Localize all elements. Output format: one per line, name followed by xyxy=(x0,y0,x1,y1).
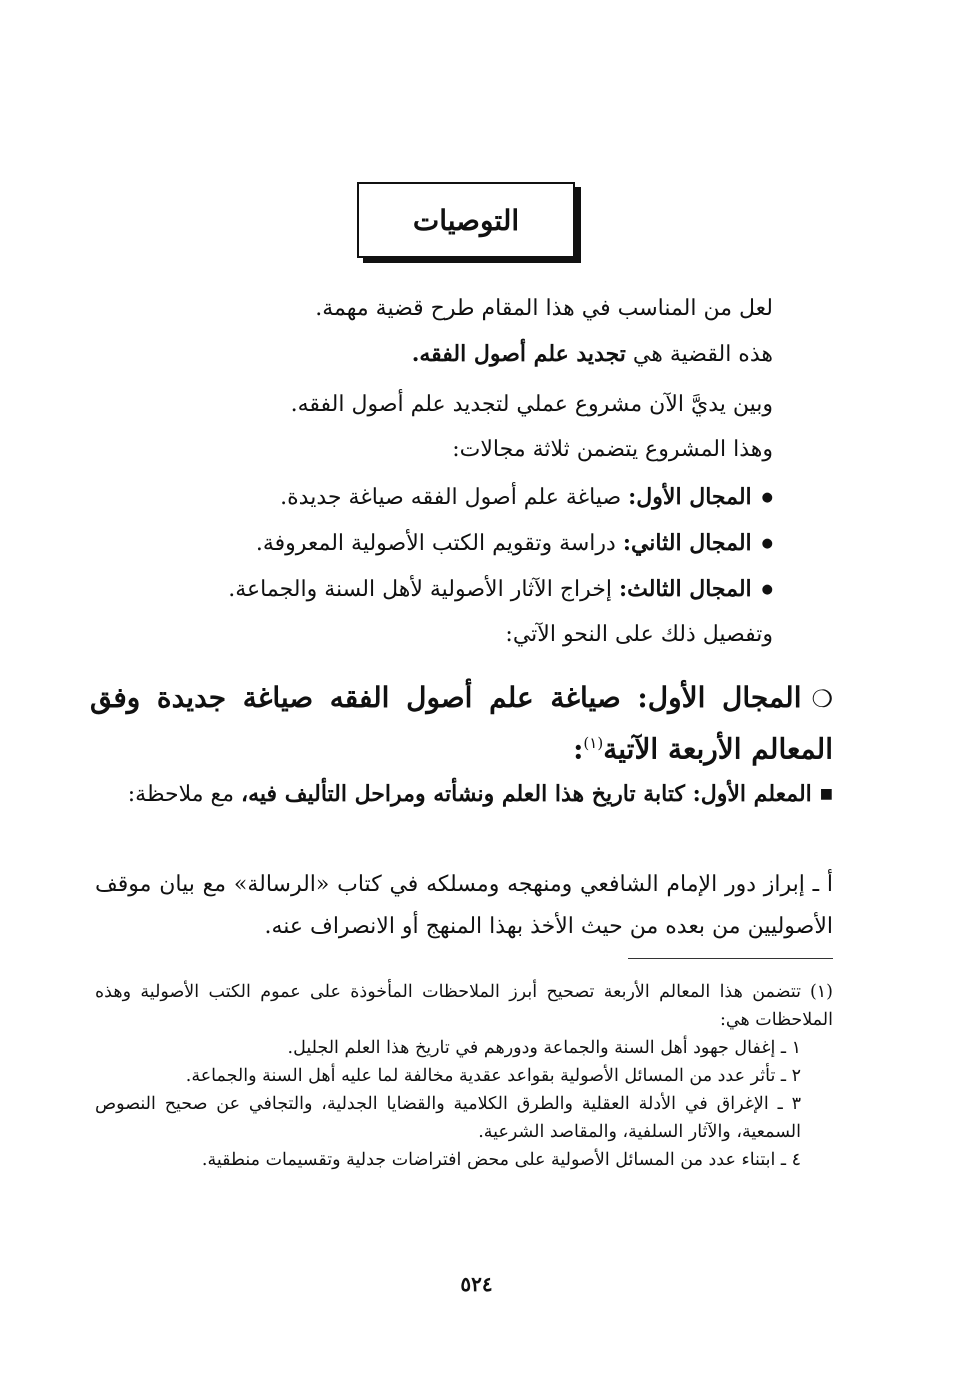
section-heading xyxy=(90,676,833,771)
field-text: إخراج الآثار الأصولية لأهل السنة والجماعة. xyxy=(228,577,619,602)
footnote-item-4: ٤ ـ ابتناء عدد من المسائل الأصولية على محض افتراضات جدلية وتقسيمات منطقية. xyxy=(201,1150,801,1170)
issue-bold: تجديد علم أصول الفقه. xyxy=(411,341,626,367)
section-heading-text: المجال الأول: صياغة علم أصول الفقه صياغة جديدة وفق المعالم الأربعة الآتية xyxy=(90,681,833,766)
section-heading-tail: : xyxy=(573,732,584,766)
field-text: دراسة وتقويم الكتب الأصولية المعروفة. xyxy=(255,531,623,556)
field-item-2 xyxy=(256,532,773,555)
intro-line-3: وهذا المشروع يتضمن ثلاثة مجالات: xyxy=(452,437,773,462)
field-label: المجال الأول: xyxy=(628,484,752,510)
landmark-1 xyxy=(95,773,833,816)
square-marker-icon: ■ xyxy=(819,786,833,802)
landmark-1-text: مع ملاحظة: xyxy=(127,782,241,807)
issue-line xyxy=(412,343,773,366)
footnote-divider xyxy=(628,958,833,959)
footnote xyxy=(95,978,833,1174)
issue-prefix: هذه القضية هي xyxy=(625,342,773,367)
intro-line-4: وتفصيل ذلك على النحو الآتي: xyxy=(505,622,773,647)
intro-line-1: لعل من المناسب في هذا المقام طرح قضية مهمة. xyxy=(315,296,773,321)
field-text: صياغة علم أصول الفقه صياغة جديدة. xyxy=(280,485,629,510)
page-title: التوصيات xyxy=(357,182,575,258)
circle-marker-icon: ❍ xyxy=(811,685,833,713)
footnote-ref: (١) xyxy=(583,734,604,752)
footnote-intro-text: تتضمن هذا المعالم الأربعة تصحيح أبرز الملاحظات المأخوذة على عموم الكتب الأصولية وهذه الملاحظات هي: xyxy=(95,982,833,1030)
footnote-intro xyxy=(95,978,833,1034)
page-number: ٥٢٤ xyxy=(460,1272,493,1296)
footnote-item-3: ٣ ـ الإغراق في الأدلة العقلية والطرق الكلامية والقضايا الجدلية، والتجافي عن صحيح النصوص السمعية، والآثار السلفية، والمقاصد الشرعية. xyxy=(95,1094,801,1142)
landmark-1-bold: المعلم الأول: كتابة تاريخ هذا العلم ونشأته ومراحل التأليف فيه، xyxy=(241,781,812,807)
footnote-item-2: ٢ ـ تأثر عدد من المسائل الأصولية بقواعد عقدية مخالفة لما عليه أهل السنة والجماعة. xyxy=(185,1066,801,1086)
footnote-number: (١) xyxy=(809,982,833,1002)
intro-line-2: وبين يديَّ الآن مشروع عملي لتجديد علم أصول الفقه. xyxy=(290,392,773,417)
field-label: المجال الثالث: xyxy=(618,576,752,602)
field-label: المجال الثاني: xyxy=(622,530,752,556)
footnote-item-1: ١ ـ إغفال جهود أهل السنة والجماعة ودورهم في تاريخ هذا العلم الجليل. xyxy=(287,1038,801,1058)
point-a: أ ـ إبراز دور الإمام الشافعي ومنهجه ومسلكه في كتاب «الرسالة» مع بيان موقف الأصوليين من بعده من حيث الأخذ بهذا المنهج أو الانصراف عنه. xyxy=(95,872,834,939)
field-item-3 xyxy=(228,578,773,601)
field-item-1 xyxy=(280,486,773,509)
